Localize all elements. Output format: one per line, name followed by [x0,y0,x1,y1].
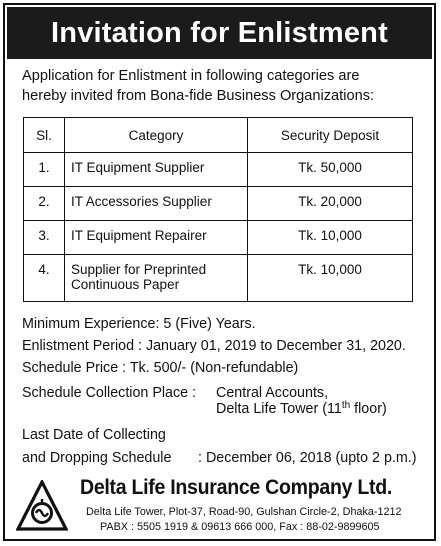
row-category: IT Accessories Supplier [65,187,248,221]
row-sl: 1. [24,153,65,187]
intro-line-2: hereby invited from Bona-fide Business Organizations: [22,88,375,104]
collection-place-label: Schedule Collection Place : [22,385,197,401]
collection-place-floor: floor) [350,401,387,417]
row-deposit: Tk. 10,000 [248,255,413,302]
company-logo-icon [16,480,68,532]
row-category: IT Equipment Repairer [65,221,248,255]
category-table [23,117,413,302]
company-name: Delta Life Insurance Company Ltd. [80,476,393,499]
enlistment-period: Enlistment Period : January 01, 2019 to December 31, 2020. [22,338,406,354]
collection-place-line-2 [216,400,387,418]
company-contact: PABX : 5505 1919 & 09613 666 000, Fax : 88-02-9899605 [100,521,380,533]
last-date-label-line-1: Last Date of Collecting [22,427,166,443]
header-deposit: Security Deposit [248,118,413,153]
table-row [24,187,413,221]
collection-place-text: Delta Life Tower (11 [216,401,342,417]
row-deposit: Tk. 10,000 [248,221,413,255]
page-title: Invitation for Enlistment [7,7,432,59]
row-category-line-1: Supplier for Preprinted [71,262,207,277]
row-category-line-2: Continuous Paper [71,277,180,292]
header-sl: Sl. [24,118,65,153]
table-row [24,153,413,187]
row-sl: 4. [24,255,65,302]
table-header-row [24,118,413,153]
row-category: IT Equipment Supplier [65,153,248,187]
last-date-value: : December 06, 2018 (upto 2 p.m.) [198,450,417,466]
row-sl: 2. [24,187,65,221]
table-row [24,221,413,255]
row-sl: 3. [24,221,65,255]
intro-line-1: Application for Enlistment in following categories are [22,68,360,84]
row-category [65,255,248,302]
collection-place-line-1: Central Accounts, [216,385,329,401]
minimum-experience: Minimum Experience: 5 (Five) Years. [22,316,256,332]
row-deposit: Tk. 50,000 [248,153,413,187]
last-date-label-line-2: and Dropping Schedule [22,450,172,466]
row-deposit: Tk. 20,000 [248,187,413,221]
header-category: Category [65,118,248,153]
company-address: Delta Life Tower, Plot-37, Road-90, Gulshan Circle-2, Dhaka-1212 [86,506,402,518]
floor-ordinal: th [341,400,351,411]
intro-text [22,66,426,106]
schedule-price: Schedule Price : Tk. 500/- (Non-refundable) [22,360,299,376]
table-row [24,255,413,302]
